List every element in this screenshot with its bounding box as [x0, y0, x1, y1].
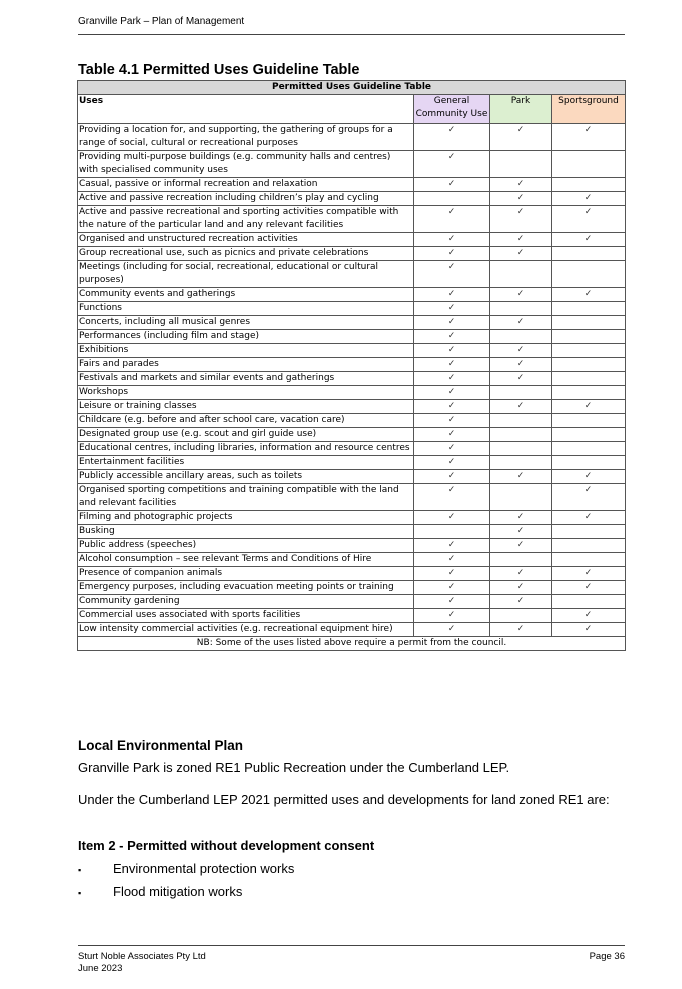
- column-header-uses: Uses: [78, 95, 414, 124]
- check-cell-sports: [552, 581, 626, 595]
- table-row: [78, 124, 626, 151]
- check-icon: ✓: [584, 234, 593, 244]
- use-cell: Functions: [78, 302, 414, 316]
- table-row: [78, 316, 626, 330]
- check-cell-general: [414, 442, 490, 456]
- check-icon: ✓: [516, 207, 525, 217]
- check-icon: ✓: [584, 289, 593, 299]
- check-cell-sports: [552, 539, 626, 553]
- check-cell-park: [490, 316, 552, 330]
- check-icon: ✓: [516, 596, 525, 606]
- check-icon: ✓: [447, 331, 456, 341]
- check-cell-sports: [552, 400, 626, 414]
- check-cell-park: [490, 372, 552, 386]
- check-icon: ✓: [584, 512, 593, 522]
- check-icon: ✓: [516, 179, 525, 189]
- check-cell-park: [490, 261, 552, 288]
- check-cell-sports: [552, 372, 626, 386]
- check-icon: ✓: [584, 207, 593, 217]
- use-cell: Exhibitions: [78, 344, 414, 358]
- check-cell-general: [414, 192, 490, 206]
- table-row: [78, 192, 626, 206]
- lep-paragraph-permitted: Under the Cumberland LEP 2021 permitted uses and developments for land zoned RE1 are:: [78, 792, 610, 807]
- check-icon: ✓: [516, 512, 525, 522]
- check-icon: ✓: [584, 471, 593, 481]
- use-cell: Alcohol consumption – see relevant Terms and Conditions of Hire: [78, 553, 414, 567]
- use-cell: Commercial uses associated with sports facilities: [78, 609, 414, 623]
- page-header: Granville Park – Plan of Management: [78, 16, 245, 27]
- check-cell-park: [490, 553, 552, 567]
- check-icon: ✓: [516, 401, 525, 411]
- check-icon: ✓: [447, 582, 456, 592]
- bullet-text: Environmental protection works: [113, 861, 295, 876]
- table-row: [78, 151, 626, 178]
- check-icon: ✓: [516, 289, 525, 299]
- check-cell-general: [414, 233, 490, 247]
- check-icon: ✓: [516, 373, 525, 383]
- check-cell-park: [490, 581, 552, 595]
- check-icon: ✓: [447, 624, 456, 634]
- table-row: [78, 470, 626, 484]
- table-row: [78, 206, 626, 233]
- check-icon: ✓: [447, 262, 456, 272]
- footer-company-block: [78, 951, 206, 975]
- check-cell-sports: [552, 595, 626, 609]
- check-cell-sports: [552, 553, 626, 567]
- use-cell: Providing a location for, and supporting, the gathering of groups for a range of social, cultural or recreational purposes: [78, 124, 414, 151]
- check-cell-general: [414, 414, 490, 428]
- table-row: [78, 609, 626, 623]
- check-icon: ✓: [447, 401, 456, 411]
- check-icon: ✓: [447, 317, 456, 327]
- check-cell-park: [490, 206, 552, 233]
- check-cell-general: [414, 400, 490, 414]
- check-cell-park: [490, 344, 552, 358]
- check-cell-park: [490, 192, 552, 206]
- check-cell-sports: [552, 233, 626, 247]
- check-cell-park: [490, 330, 552, 344]
- table-row: [78, 302, 626, 316]
- check-icon: ✓: [447, 248, 456, 258]
- check-cell-sports: [552, 525, 626, 539]
- check-cell-general: [414, 302, 490, 316]
- check-icon: ✓: [584, 125, 593, 135]
- check-icon: ✓: [447, 610, 456, 620]
- check-icon: ✓: [516, 582, 525, 592]
- table-row: [78, 386, 626, 400]
- check-cell-park: [490, 386, 552, 400]
- check-icon: ✓: [516, 317, 525, 327]
- page-number: Page 36: [589, 951, 625, 962]
- check-cell-general: [414, 330, 490, 344]
- check-cell-general: [414, 567, 490, 581]
- check-icon: ✓: [447, 457, 456, 467]
- use-cell: Casual, passive or informal recreation and relaxation: [78, 178, 414, 192]
- check-cell-general: [414, 124, 490, 151]
- use-cell: Festivals and markets and similar events and gatherings: [78, 372, 414, 386]
- check-cell-park: [490, 595, 552, 609]
- table-row: [78, 595, 626, 609]
- lep-paragraph-zoning: Granville Park is zoned RE1 Public Recreation under the Cumberland LEP.: [78, 760, 510, 775]
- check-cell-general: [414, 484, 490, 511]
- table-row: [78, 330, 626, 344]
- check-cell-general: [414, 456, 490, 470]
- header-divider: [78, 34, 625, 35]
- check-icon: ✓: [447, 554, 456, 564]
- check-cell-general: [414, 372, 490, 386]
- use-cell: Presence of companion animals: [78, 567, 414, 581]
- check-cell-park: [490, 567, 552, 581]
- check-cell-sports: [552, 442, 626, 456]
- use-cell: Fairs and parades: [78, 358, 414, 372]
- table-row: [78, 484, 626, 511]
- check-cell-sports: [552, 414, 626, 428]
- check-icon: ✓: [447, 415, 456, 425]
- check-cell-sports: [552, 344, 626, 358]
- table-row: [78, 525, 626, 539]
- check-icon: ✓: [447, 289, 456, 299]
- check-cell-general: [414, 358, 490, 372]
- check-icon: ✓: [447, 303, 456, 313]
- table-row: [78, 414, 626, 428]
- use-cell: Low intensity commercial activities (e.g. recreational equipment hire): [78, 623, 414, 637]
- check-icon: ✓: [447, 207, 456, 217]
- table-row: [78, 623, 626, 637]
- table-header-row: [78, 95, 626, 124]
- check-cell-park: [490, 470, 552, 484]
- column-header-general-community-use: General Community Use: [414, 95, 490, 124]
- check-icon: ✓: [447, 596, 456, 606]
- check-cell-sports: [552, 358, 626, 372]
- check-cell-general: [414, 344, 490, 358]
- check-cell-general: [414, 178, 490, 192]
- check-icon: ✓: [584, 610, 593, 620]
- check-cell-sports: [552, 623, 626, 637]
- check-cell-sports: [552, 567, 626, 581]
- table-row: [78, 344, 626, 358]
- check-cell-sports: [552, 261, 626, 288]
- check-icon: ✓: [516, 234, 525, 244]
- check-cell-general: [414, 428, 490, 442]
- table-note-row: [78, 637, 626, 651]
- use-cell: Community events and gatherings: [78, 288, 414, 302]
- check-cell-park: [490, 288, 552, 302]
- table-row: [78, 553, 626, 567]
- use-cell: Busking: [78, 525, 414, 539]
- check-icon: ✓: [516, 471, 525, 481]
- footer-company: Sturt Noble Associates Pty Ltd: [78, 951, 206, 962]
- check-cell-sports: [552, 124, 626, 151]
- check-icon: ✓: [447, 443, 456, 453]
- check-cell-park: [490, 623, 552, 637]
- check-cell-park: [490, 178, 552, 192]
- check-cell-sports: [552, 511, 626, 525]
- check-cell-park: [490, 484, 552, 511]
- table-row: [78, 456, 626, 470]
- check-icon: ✓: [516, 345, 525, 355]
- check-cell-park: [490, 414, 552, 428]
- check-icon: ✓: [447, 540, 456, 550]
- check-cell-sports: [552, 151, 626, 178]
- use-cell: Concerts, including all musical genres: [78, 316, 414, 330]
- check-cell-sports: [552, 247, 626, 261]
- check-cell-park: [490, 124, 552, 151]
- use-cell: Emergency purposes, including evacuation meeting points or training: [78, 581, 414, 595]
- bullet-text: Flood mitigation works: [113, 884, 243, 899]
- bullet-icon: ▪: [78, 887, 82, 898]
- check-icon: ✓: [516, 568, 525, 578]
- check-cell-general: [414, 288, 490, 302]
- check-icon: ✓: [447, 179, 456, 189]
- footer-date: June 2023: [78, 963, 123, 974]
- check-cell-general: [414, 595, 490, 609]
- check-cell-park: [490, 233, 552, 247]
- bullet-icon: ▪: [78, 864, 82, 875]
- check-cell-park: [490, 400, 552, 414]
- check-cell-sports: [552, 178, 626, 192]
- check-icon: ✓: [516, 193, 525, 203]
- item-2-heading: Item 2 - Permitted without development consent: [78, 838, 375, 853]
- check-cell-park: [490, 539, 552, 553]
- check-cell-general: [414, 609, 490, 623]
- check-cell-sports: [552, 386, 626, 400]
- table-row: [78, 358, 626, 372]
- check-icon: ✓: [584, 485, 593, 495]
- check-icon: ✓: [447, 568, 456, 578]
- use-cell: Designated group use (e.g. scout and girl guide use): [78, 428, 414, 442]
- table-row: [78, 511, 626, 525]
- use-cell: Organised sporting competitions and training compatible with the land and relevant facilities: [78, 484, 414, 511]
- use-cell: Group recreational use, such as picnics and private celebrations: [78, 247, 414, 261]
- check-cell-general: [414, 525, 490, 539]
- check-cell-park: [490, 511, 552, 525]
- check-cell-park: [490, 456, 552, 470]
- use-cell: Active and passive recreational and sporting activities compatible with the nature of the particular land and any relevant facilities: [78, 206, 414, 233]
- check-cell-sports: [552, 206, 626, 233]
- check-icon: ✓: [516, 359, 525, 369]
- use-cell: Providing multi-purpose buildings (e.g. community halls and centres) with specialised community uses: [78, 151, 414, 178]
- check-cell-sports: [552, 288, 626, 302]
- check-cell-general: [414, 206, 490, 233]
- check-cell-sports: [552, 456, 626, 470]
- footer-divider: [78, 945, 625, 946]
- table-note: NB: Some of the uses listed above require a permit from the council.: [78, 637, 626, 651]
- column-header-sportsground: Sportsground: [552, 95, 626, 124]
- check-cell-park: [490, 151, 552, 178]
- check-cell-park: [490, 358, 552, 372]
- check-icon: ✓: [447, 373, 456, 383]
- use-cell: Childcare (e.g. before and after school care, vacation care): [78, 414, 414, 428]
- check-cell-sports: [552, 470, 626, 484]
- check-cell-park: [490, 428, 552, 442]
- table-row: [78, 581, 626, 595]
- column-header-park: Park: [490, 95, 552, 124]
- table-caption: Permitted Uses Guideline Table: [78, 81, 626, 95]
- check-cell-sports: [552, 609, 626, 623]
- check-cell-sports: [552, 484, 626, 511]
- use-cell: Leisure or training classes: [78, 400, 414, 414]
- check-icon: ✓: [447, 429, 456, 439]
- check-cell-general: [414, 511, 490, 525]
- table-row: [78, 442, 626, 456]
- check-cell-park: [490, 302, 552, 316]
- table-row: [78, 567, 626, 581]
- check-cell-park: [490, 609, 552, 623]
- table-row: [78, 288, 626, 302]
- use-cell: Public address (speeches): [78, 539, 414, 553]
- check-icon: ✓: [447, 234, 456, 244]
- check-cell-sports: [552, 330, 626, 344]
- check-icon: ✓: [516, 248, 525, 258]
- check-cell-general: [414, 581, 490, 595]
- lep-heading: Local Environmental Plan: [78, 738, 244, 753]
- use-cell: Performances (including film and stage): [78, 330, 414, 344]
- use-cell: Workshops: [78, 386, 414, 400]
- check-icon: ✓: [516, 624, 525, 634]
- check-icon: ✓: [584, 401, 593, 411]
- check-cell-sports: [552, 316, 626, 330]
- check-cell-park: [490, 525, 552, 539]
- check-icon: ✓: [447, 345, 456, 355]
- check-cell-park: [490, 442, 552, 456]
- use-cell: Publicly accessible ancillary areas, such as toilets: [78, 470, 414, 484]
- check-cell-sports: [552, 302, 626, 316]
- use-cell: Organised and unstructured recreation activities: [78, 233, 414, 247]
- check-icon: ✓: [516, 540, 525, 550]
- table-row: [78, 261, 626, 288]
- check-cell-park: [490, 247, 552, 261]
- table-row: [78, 233, 626, 247]
- check-cell-general: [414, 386, 490, 400]
- bullet-item: [78, 884, 242, 899]
- check-cell-general: [414, 623, 490, 637]
- check-cell-general: [414, 470, 490, 484]
- check-icon: ✓: [516, 125, 525, 135]
- table-row: [78, 428, 626, 442]
- use-cell: Meetings (including for social, recreational, educational or cultural purposes): [78, 261, 414, 288]
- check-icon: ✓: [447, 485, 456, 495]
- check-cell-general: [414, 316, 490, 330]
- table-row: [78, 372, 626, 386]
- check-cell-general: [414, 553, 490, 567]
- check-icon: ✓: [447, 471, 456, 481]
- check-cell-general: [414, 261, 490, 288]
- table-row: [78, 400, 626, 414]
- check-cell-sports: [552, 428, 626, 442]
- check-icon: ✓: [447, 512, 456, 522]
- check-icon: ✓: [447, 125, 456, 135]
- bullet-item: [78, 861, 294, 876]
- check-cell-general: [414, 247, 490, 261]
- check-cell-general: [414, 539, 490, 553]
- check-cell-general: [414, 151, 490, 178]
- check-cell-sports: [552, 192, 626, 206]
- check-icon: ✓: [516, 526, 525, 536]
- table-row: [78, 539, 626, 553]
- check-icon: ✓: [584, 582, 593, 592]
- permitted-uses-table: [77, 80, 626, 651]
- check-icon: ✓: [584, 193, 593, 203]
- table-row: [78, 178, 626, 192]
- check-icon: ✓: [447, 359, 456, 369]
- check-icon: ✓: [584, 568, 593, 578]
- use-cell: Community gardening: [78, 595, 414, 609]
- use-cell: Entertainment facilities: [78, 456, 414, 470]
- table-title: Table 4.1 Permitted Uses Guideline Table: [78, 62, 360, 78]
- use-cell: Educational centres, including libraries, information and resource centres: [78, 442, 414, 456]
- check-icon: ✓: [447, 152, 456, 162]
- use-cell: Active and passive recreation including children’s play and cycling: [78, 192, 414, 206]
- use-cell: Filming and photographic projects: [78, 511, 414, 525]
- check-icon: ✓: [584, 624, 593, 634]
- table-row: [78, 247, 626, 261]
- check-icon: ✓: [447, 387, 456, 397]
- table-caption-row: [78, 81, 626, 95]
